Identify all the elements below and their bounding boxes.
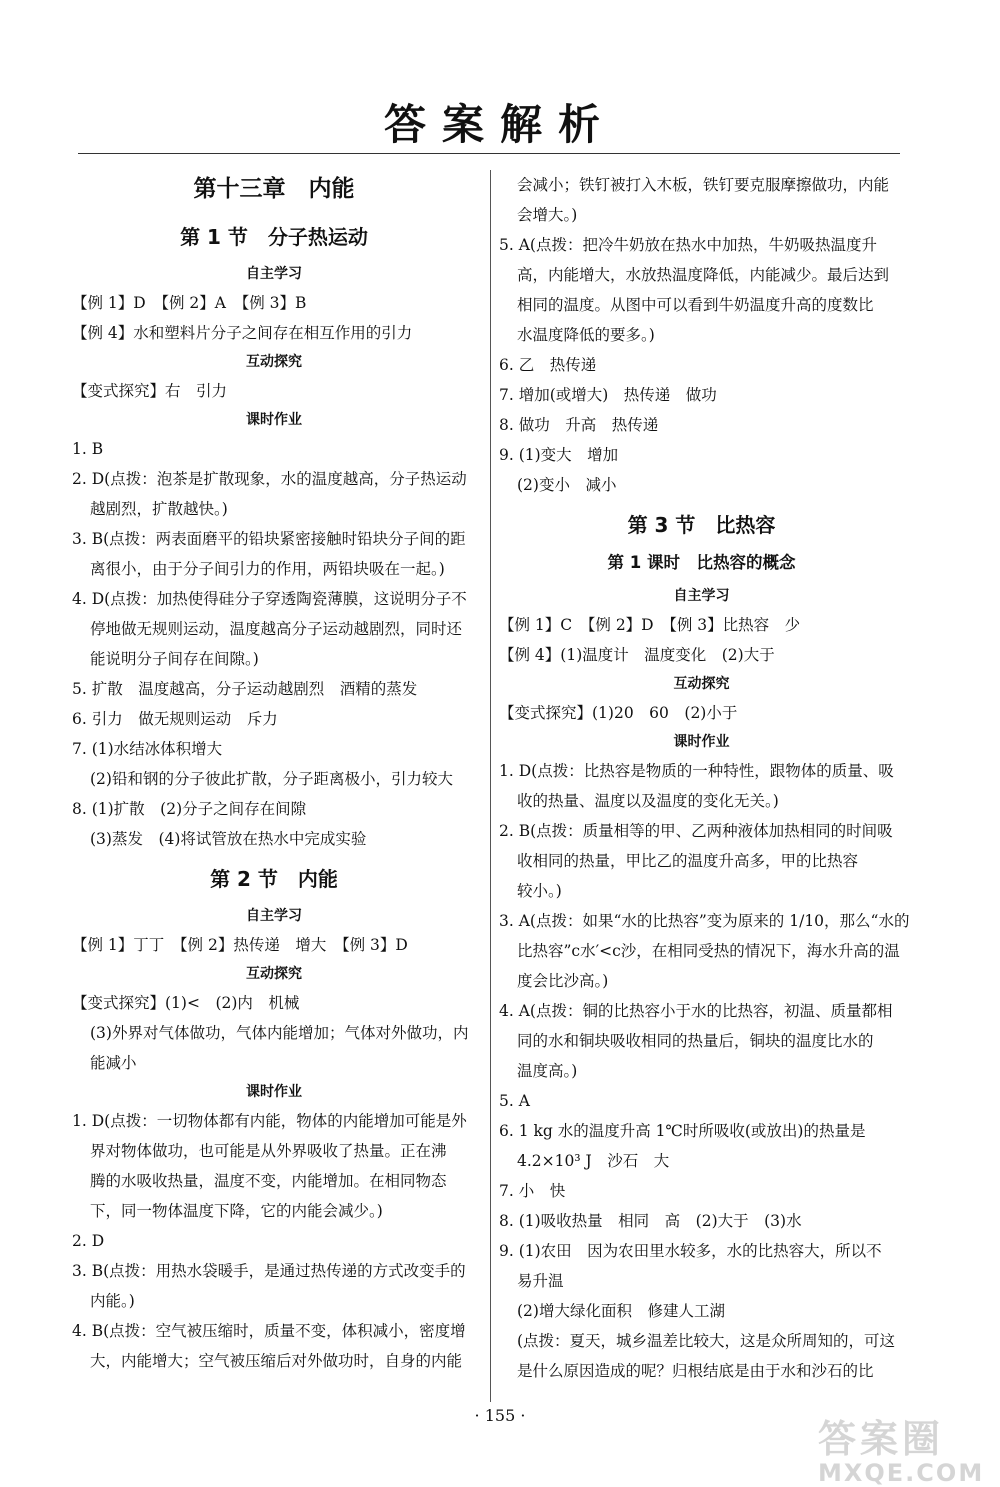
answer-line: (点拨：夏天，城乡温差比较大，这是众所周知的，可这 [517,1332,896,1350]
answer-line: 下，同一物体温度下降，它的内能会减少。) [90,1202,383,1220]
answer-line: 停地做无规则运动，温度越高分子运动越剧烈，同时还 [90,620,463,638]
section-3-heading: 第 3 节 比热容 [627,513,776,537]
column-divider [490,170,491,1402]
subheading-homework: 课时作业 [246,412,302,428]
section-2-heading: 第 2 节 内能 [210,867,338,891]
answer-line: 温度高。) [517,1062,578,1080]
answer-line: (3)外界对气体做功，气体内能增加；气体对外做功，内 [90,1024,469,1042]
answer-line: 3. B(点拨：两表面磨平的铅块紧密接触时铅块分子间的距 [72,530,466,548]
section-1-heading: 第 1 节 分子热运动 [180,225,368,249]
answer-line: 度会比沙高。) [517,972,609,990]
answer-line: 界对物体做功，也可能是从外界吸收了热量。正在沸 [90,1142,447,1160]
subheading-self-study: 自主学习 [673,588,730,604]
subheading-self-study: 自主学习 [246,266,302,282]
answer-block [499,610,904,670]
answer-line: 2. D [72,1232,105,1250]
answer-line: 同的水和铜块吸收相同的热量后，铜块的温度比水的 [517,1032,874,1050]
answer-line: 5. 扩散 温度越高，分子运动越剧烈 酒精的蒸发 [72,680,418,698]
answer-line: 4. B(点拨：空气被压缩时，质量不变，体积减小，密度增 [72,1322,466,1340]
answer-line: 离很小，由于分子间引力的作用，两铅块吸在一起。) [90,560,445,578]
answer-line: 【例 1】D 【例 2】A 【例 3】B [72,294,307,312]
answer-line: 【例 1】C 【例 2】D 【例 3】比热容 少 [499,616,801,634]
answer-block [72,988,476,1078]
answer-line: 水温度降低的要多。) [517,326,655,344]
answer-line: 腾的水吸收热量，温度不变，内能增加。在相同物态 [90,1172,447,1190]
answer-line: 易升温 [517,1272,564,1290]
answer-block [72,288,476,348]
answer-block [499,170,904,500]
answer-line: 【变式探究】右 引力 [72,382,228,400]
watermark-text: 答案圈 [818,1417,945,1461]
page-number: · 155 · [474,1406,526,1425]
answer-block [499,756,910,1386]
answer-line: 9. (1)农田 因为农田里水较多，水的比热容大，所以不 [499,1242,882,1260]
subheading-self-study: 自主学习 [246,908,302,924]
answer-line: 会增大。) [517,206,578,224]
answer-line: 8. (1)吸收热量 相同 高 (2)大于 (3)水 [499,1212,802,1230]
watermark-domain: MXQE.COM [818,1459,985,1487]
answer-line: 5. A [499,1092,530,1110]
answer-line: 【变式探究】(1)20 60 (2)小于 [499,704,738,722]
answer-line: 1. B [72,440,104,458]
answer-line: 能减小 [90,1054,137,1072]
answer-line: 大，内能增大；空气被压缩后对外做功时，自身的内能 [90,1352,463,1370]
answer-line: 收相同的热量，甲比乙的温度升高多，甲的比热容 [517,852,859,870]
answer-line: 2. D(点拨：泡茶是扩散现象，水的温度越高，分子热运动 [72,470,467,488]
answer-line: 6. 乙 热传递 [499,356,597,374]
answer-block [72,434,476,854]
subheading-interactive: 互动探究 [673,676,730,692]
answer-line: 4. A(点拨：铜的比热容小于水的比热容，初温、质量都相 [499,1002,893,1020]
answer-line: 【例 1】丁丁 【例 2】热传递 增大 【例 3】D [72,936,408,954]
answer-line: 6. 引力 做无规则运动 斥力 [72,710,278,728]
answer-line: 3. A(点拨：如果“水的比热容”变为原来的 1/10，那么“水的 [499,912,910,930]
answer-line: (2)增大绿化面积 修建人工湖 [517,1302,725,1320]
answer-line: (2)铅和钢的分子彼此扩散，分子距离极小，引力较大 [90,770,453,788]
answer-line: 能说明分子间存在间隙。) [90,650,259,668]
lesson-heading: 第 1 课时 比热容的概念 [607,553,796,572]
answer-line: 1. D(点拨：一切物体都有内能，物体的内能增加可能是外 [72,1112,467,1130]
answer-line: 7. (1)水结冰体积增大 [72,740,223,758]
answer-line: 8. 做功 升高 热传递 [499,416,659,434]
answer-line: 3. B(点拨：用热水袋暖手，是通过热传递的方式改变手的 [72,1262,466,1280]
answer-line: 内能。) [90,1292,135,1310]
answer-line: (2)变小 减小 [517,476,617,494]
answer-line: 5. A(点拨：把冷牛奶放在热水中加热，牛奶吸热温度升 [499,236,877,254]
answer-line: 比热容”c水′<c沙，在相同受热的情况下，海水升高的温 [517,942,900,960]
answer-line: 较小。) [517,882,562,900]
answer-line: 7. 增加(或增大) 热传递 做功 [499,386,717,404]
subheading-interactive: 互动探究 [246,354,302,370]
answer-line: 9. (1)变大 增加 [499,446,619,464]
answer-line: 收的热量、温度以及温度的变化无关。) [517,792,779,810]
right-column [499,170,910,1386]
title-rule [78,153,900,154]
chapter-heading: 第十三章 内能 [193,176,355,202]
answer-line: 【变式探究】(1)< (2)内 机械 [72,994,300,1012]
answer-line: 是什么原因造成的呢？归根结底是由于水和沙石的比 [517,1362,874,1380]
answer-line: 高，内能增大，水放热温度降低，内能减少。最后达到 [517,266,890,284]
answer-line: 1. D(点拨：比热容是物质的一种特性，跟物体的质量、吸 [499,762,894,780]
subheading-interactive: 互动探究 [246,966,302,982]
answer-line: 8. (1)扩散 (2)分子之间存在间隙 [72,800,307,818]
left-column [72,170,476,1376]
answer-line: 4. D(点拨：加热使得硅分子穿透陶瓷薄膜，这说明分子不 [72,590,467,608]
answer-line: (3)蒸发 (4)将试管放在热水中完成实验 [90,830,367,848]
answer-line: 越剧烈，扩散越快。) [90,500,228,518]
watermark-logo [818,1408,985,1487]
subheading-homework: 课时作业 [246,1084,302,1100]
answer-line: 7. 小 快 [499,1182,566,1200]
answer-line: 4.2×10³ J 沙石 大 [517,1152,670,1170]
answer-block [72,1106,476,1376]
answer-line: 2. B(点拨：质量相等的甲、乙两种液体加热相同的时间吸 [499,822,893,840]
answer-line: 【例 4】水和塑料片分子之间存在相互作用的引力 [72,324,413,342]
answer-line: 【例 4】(1)温度计 温度变化 (2)大于 [499,646,775,664]
subheading-homework: 课时作业 [673,734,730,750]
answer-line: 会减小；铁钉被打入木板，铁钉要克服摩擦做功，内能 [517,176,890,194]
answer-line: 6. 1 kg 水的温度升高 1℃时所吸收(或放出)的热量是 [499,1122,866,1140]
page-title: 答案解析 [383,100,616,149]
answer-line: 相同的温度。从图中可以看到牛奶温度升高的度数比 [517,296,874,314]
